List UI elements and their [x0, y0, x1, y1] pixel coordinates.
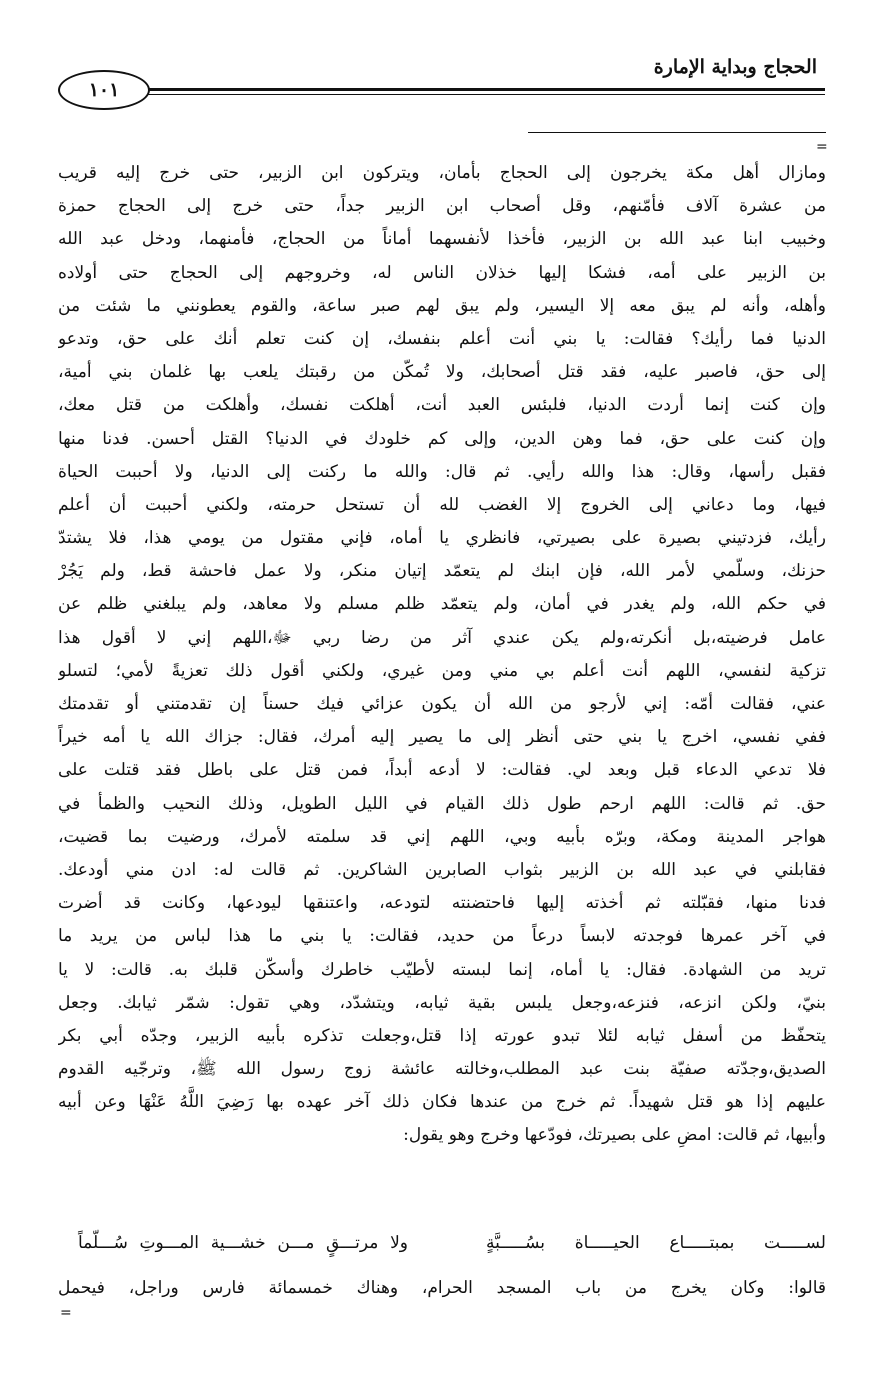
after-poem-paragraph — [58, 1272, 826, 1305]
body-line: تزكية لنفسي، اللهم أنت أعلم بي مني ومن غيري، ولكني أقول ذلك تعزيةً لأمي؛ لتسلو — [58, 660, 826, 681]
continuation-rule — [528, 132, 826, 133]
body-line: الصديق،وجدّته صفيّة بنت عبد المطلب،وخالته عائشة زوج رسول الله ﷺ، وترجّيه القدوم — [58, 1059, 826, 1080]
body-line: حق. ثم قالت: اللهم ارحم طول ذلك القيام في الليل الطويل، وذلك النحيب والظمأ في — [58, 793, 826, 814]
body-text — [58, 157, 826, 1153]
body-line: وخبيب ابنا عبد الله بن الزبير، فأخذا لأنفسهما أماناً من الحجاج، فأمنهما، ودخل عبد الله — [58, 229, 826, 250]
body-line: عليهم إذا هو قتل شهيداً. ثم خرج من عندها فكان ذلك آخر عهده بها رَضِيَ اللَّهُ عَنْهَا وعن أبيه — [58, 1092, 826, 1113]
body-line: فيها، وما دعاني إلى الخروج إلا الغضب لله أن تستحل حرمته، ولكني أحببت أن أعلم — [58, 494, 826, 515]
body-line: قالوا: وكان يخرج من باب المسجد الحرام، وهناك خمسمائة فارس وراجل، فيحمل — [58, 1278, 826, 1298]
body-line: في آخر عمرها فوجدته لابساً درعاً من حديد، فقالت: يا بني ما هذا لباس من يريد ما — [58, 926, 826, 947]
body-line: وأبيها، ثم قالت: امضِ على بصيرتك، فودّعها وخرج وهو يقول: — [403, 1125, 826, 1146]
page-number: ١٠١ — [88, 79, 120, 101]
body-line: حزنك، وسلّمي لأمر الله، فإن ابنك لم يتعمّد إتيان منكر، ولا عمل فاحشة قط، ولم يَجُرْ — [58, 561, 826, 582]
header-rule-thin — [148, 94, 825, 95]
body-line: عني، فقالت أمّه: إني لأرجو من الله أن يكون عزائي فيك حسناً إن تقدمتني أو تقدمتك — [58, 694, 826, 714]
body-line: فقبل رأسها، وقال: هذا والله رأيي. ثم قال: والله ما ركنت إلى الدنيا، ولا أحببت الحياة — [58, 461, 826, 482]
body-line: فلا تدعي الدعاء قبل وبعد لي. فقالت: لا أدعه أبداً، فمن قتل على باطل فقد قتلت على — [58, 760, 826, 781]
body-line: الدنيا فما رأيك؟ فقالت: يا بني أنت أعلم بنفسك، إن كنت تعلم أنك على حق، وتدعو — [58, 328, 826, 349]
poem-verse — [58, 1226, 826, 1260]
body-line: فقابلني في عبد الله بن الزبير بثواب الصابرين الشاكرين. ثم قالت له: ادن مني أودعك. — [58, 859, 826, 880]
body-line: إلى حق، فاصبر عليه، فقد قتل أصحابك، ولا تُمكّن من رقبتك يلعب بها غلمان بني أمية، — [58, 362, 826, 383]
body-line: بن الزبير على أمه، فشكا إليها خذلان الناس له، وخروجهم إلى الحجاج حتى أولاده — [58, 262, 826, 283]
page-number-oval — [58, 70, 150, 110]
body-line: وأهله، وأنه لم يبق معه إلا اليسير، ولم يبق لهم صبر ساعة، والقوم يعطونني ما شئت من — [58, 295, 826, 316]
body-line: بنيّ، ولكن انزعه، فنزعه،وجعل يلبس بقية ثيابه، ويتشدّد، وهي تقول: شمّر ثيابك. وجعل — [58, 992, 826, 1013]
body-line: وإن كنت إنما أردت الدنيا، فلبئس العبد أنت، أهلكت نفسك، وأهلكت من قتل معك، — [58, 395, 826, 416]
body-line: وإن كنت على حق، فما وهن الدين، وإلى كم خلودك في الدنيا؟ القتل أحسن. فدنا منها — [58, 428, 826, 449]
poem-hemistich-left: ولا مرتـــقٍ مـــن خشـــية المـــوتِ سُـــلّماً — [78, 1233, 408, 1253]
body-line: رأيك، فزدتيني بصيرة على بصيرتي، فانظري يا أماه، فإني مقتول من يومي هذا، فلا يشتدّ — [58, 528, 826, 549]
body-line: هواجر المدينة ومكة، وبرّه بأبيه وبي، اللهم إني قد سلمته لأمرك، ورضيت بما قضيت، — [58, 826, 826, 847]
header-rule-thick — [148, 88, 825, 91]
body-line: ومازال أهل مكة يخرجون إلى الحجاج بأمان، ويتركون ابن الزبير، حتى خرج إليه قريب — [58, 163, 826, 183]
running-title: الحجاج وبداية الإمارة — [653, 56, 817, 78]
body-line: عامل فرضيته،بل أنكرته،ولم يكن عندي آثر من رضا ربي ﷻ،اللهم إني لا أقول هذا — [58, 627, 826, 648]
body-line: ففي نفسي، اخرج يا بني حتى أنظر إلى ما يصير إليه أمرك، فقال: جزاك الله يا أمه خيراً — [58, 727, 826, 748]
continuation-mark-bottom: = — [60, 1305, 72, 1321]
page-header — [0, 0, 885, 155]
body-line: فدنا منها، فقبّلته ثم أخذته إليها فاحتضنته لتودعه، واعتنقها ليودعها، وكانت قد أضرت — [58, 893, 826, 914]
body-line: من عشرة آلاف فأمّنهم، وقل أصحاب ابن الزبير جداً، حتى خرج إلى الحجاج حمزة — [58, 196, 826, 217]
body-line: في حكم الله، ولم يغدر في أمان، ولم يتعمّد ظلم مسلم ولا معاهد، ولم يبلغني ظلم عن — [58, 594, 826, 615]
body-line: تريد من الشهادة. فقال: يا أماه، إنما لبسته لأطيّب خاطرك وأسكّن قلبك به. قالت: لا يا — [58, 959, 826, 980]
poem-hemistich-right: لســـــت بمبتـــــاع الحيـــــاة بسُـــــبَّةٍ — [486, 1233, 826, 1253]
body-line: يتحفّظ من أسفل ثيابه لئلا تبدو عورته إذا قتل،وجعلت تذكره بأبيه الزبير، وجدّه أبي بكر — [58, 1025, 826, 1046]
continuation-mark-top: = — [816, 139, 828, 155]
